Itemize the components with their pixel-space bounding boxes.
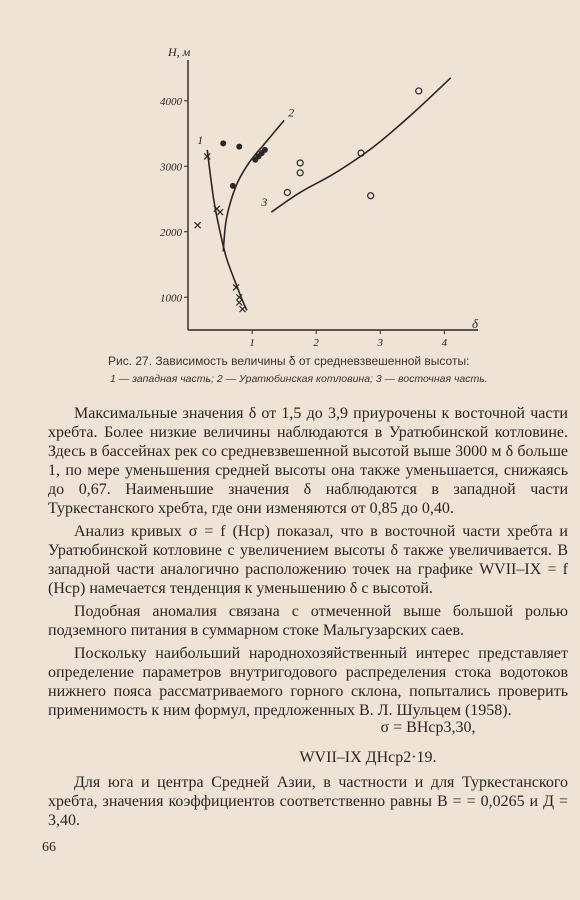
- point-s1-6: [236, 299, 242, 305]
- chart-marks: [195, 88, 422, 312]
- point-s3-0: [297, 170, 303, 176]
- point-s2-5: [262, 147, 268, 153]
- figure-27: [120, 40, 500, 350]
- curve-1: [207, 150, 247, 310]
- curve-label-3: 3: [261, 195, 268, 210]
- curve-label-1: 1: [197, 132, 204, 147]
- point-s3-5: [416, 88, 422, 94]
- point-s3-1: [297, 160, 303, 166]
- closing-text: [48, 773, 568, 830]
- body-text: [48, 404, 568, 720]
- point-s2-0: [220, 140, 226, 146]
- curve-label-2: 2: [288, 105, 295, 120]
- point-s1-7: [239, 306, 245, 312]
- point-s2-1: [236, 144, 242, 150]
- y-tick-label-3000: 3000: [160, 161, 182, 174]
- y-axis-label: H, м: [168, 45, 191, 59]
- paragraph-2: Анализ кривых σ = f (Hср) показал, что в восточной части хребта и Уратюбинской котловине с увеличением высоты δ также увеличивается. В западной части аналогично расположению точек на графике WVII–IX = f (Hср) намечается тенденция к уменьшению δ с высотой.: [48, 523, 568, 597]
- paragraph-5: Для юга и центра Средней Азии, в частности и для Туркестанского хребта, значения коэффициентов соответственно равны B = = 0,0265 и Д = 3,40.: [48, 774, 568, 829]
- y-tick-label-1000: 1000: [160, 292, 182, 305]
- point-s3-2: [368, 193, 374, 199]
- figure-caption: [60, 352, 530, 388]
- point-s1-1: [195, 222, 201, 228]
- paragraph-1: Максимальные значения δ от 1,5 до 3,9 приурочены к восточной части хребта. Более низкие величины наблюдаются в Уратюбинской котловине. Здесь в бассейнах рек со средневзвешенной высотой выше 3000 м δ больше 1, по мере уменьшения средней высоты она также уменьшается, снижаясь до 0,67. Наименьшие значения δ наблюдаются в западной части Туркестанского хребта, где они изменяются от 0,85 до 0,40.: [48, 405, 568, 517]
- chart-axes: [188, 60, 478, 330]
- paragraph-3: Подобная аномалия связана с отмеченной выше большой ролью подземного питания в суммарном стоке Мальгузарских саев.: [48, 603, 568, 639]
- caption-line-2: 1 — западная часть; 2 — Уратюбинская котловина; 3 — восточная часть.: [110, 373, 488, 385]
- chart-labels: [167, 45, 479, 331]
- paragraph-4: Поскольку наибольший народнохозяйственный интерес представляет определение параметров внутригодового распределения стока водотоков нижнего пояса рассматриваемого горного склона, попытались проверить применимость к ним формул, предложенных В. Л. Шульцем (1958).: [48, 645, 568, 719]
- x-tick-label-4: 4: [441, 337, 448, 349]
- formula-1: σ = BHср3,30,: [380, 719, 476, 736]
- x-tick-label-1: 1: [249, 337, 255, 349]
- x-tick-label-2: 2: [313, 337, 319, 349]
- point-s1-3: [217, 209, 223, 215]
- chart-curves: [207, 78, 451, 311]
- x-tick-label-3: 3: [377, 337, 384, 349]
- point-s2-6: [230, 183, 236, 189]
- x-axis-label: δ: [472, 316, 479, 331]
- page-number: 66: [42, 840, 56, 855]
- scatter-chart: [120, 40, 500, 350]
- y-tick-label-2000: 2000: [160, 226, 182, 239]
- curve-3: [271, 78, 450, 212]
- y-tick-label-4000: 4000: [160, 95, 182, 108]
- formula-2: WVII–IX ДHср2·19.: [299, 749, 437, 766]
- caption-line-1: Рис. 27. Зависимость величины δ от средневзвешенной высоты:: [108, 354, 470, 368]
- point-s3-3: [284, 189, 290, 195]
